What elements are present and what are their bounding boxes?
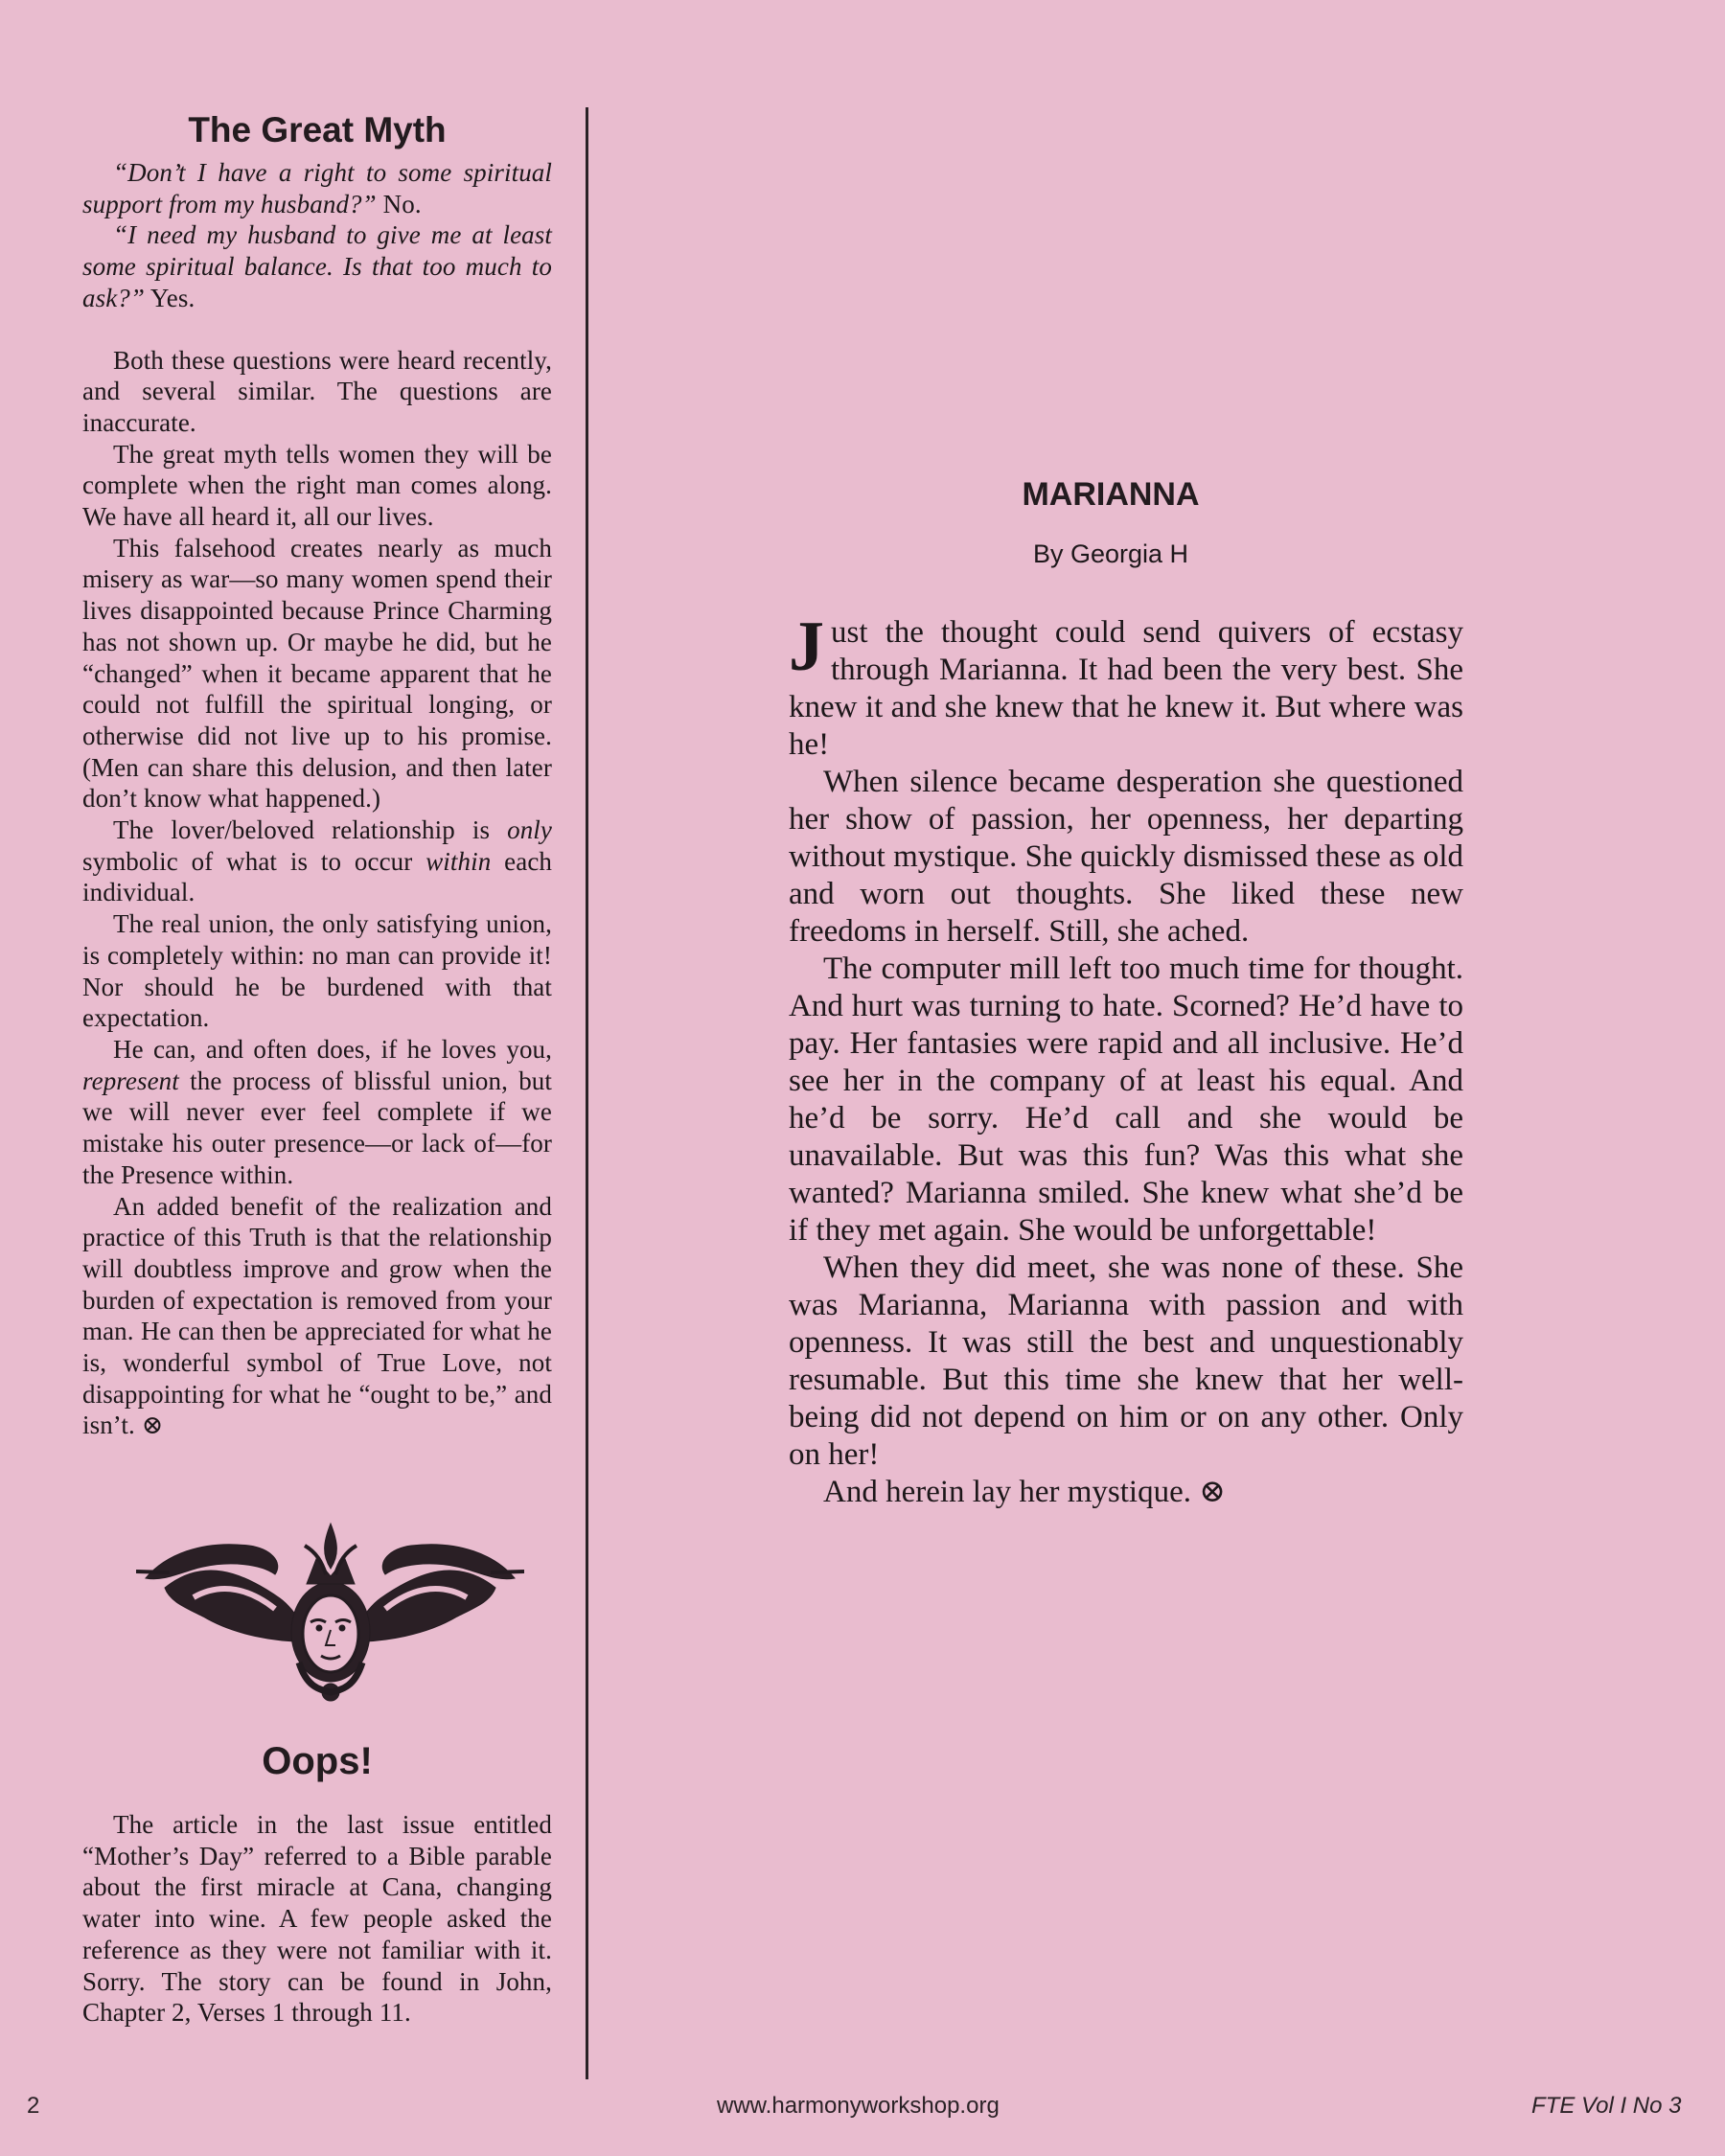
quote-2-answer: Yes. [145,283,196,312]
column-divider [586,107,588,2079]
winged-face-ornament-icon [136,1519,524,1706]
great-myth-quote-2 [82,219,552,313]
marianna-story [789,470,1463,1511]
great-myth-paragraph-5: The real union, the only satisfying union, is completely within: no man can provide it! Nor should he be burdened with that expectation. [82,909,552,1033]
marianna-paragraph-3: The computer mill left too much time for thought. And hurt was turning to hate. Scorned? He’d have to pay. Her fantasies were rapid and all inclusive. He’d see her in the company of at least his equal. And he’d be sorry. He’d call and she would be unavailable. But was this fun? Was this what she wanted? Marianna smiled. She knew what she’d be if they met again. She would be unforgettable! [789,952,1463,1248]
p4-within: within [426,846,492,876]
quote-1-answer: No. [376,189,422,218]
quote-2-text: “I need my husband to give me at least some spiritual balance. Is that too much to ask?” [82,220,552,312]
great-myth-article [82,103,552,1441]
p4-start: The lover/beloved relationship is [113,815,508,845]
great-myth-paragraph-6 [82,1034,552,1191]
marianna-paragraph-1 [789,608,1463,764]
p6-start: He can, and often does, if he loves you, [113,1034,552,1064]
marianna-paragraph-4: When they did meet, she was none of these. She was Marianna, Marianna with passion and with openness. It was still the best and unquestionably resumable. But this time she knew that her well-being did not depend on him or on any other. Only on her! [789,1250,1463,1472]
marianna-first-text: ust the thought could send quivers of ecstasy through Marianna. It had been the very best. She knew it and she knew that he knew it. But where was he! [789,615,1463,762]
website-url: www.harmonyworkshop.org [717,2093,1000,2119]
p4-end: each individual. [82,846,553,907]
marianna-paragraph-2: When silence became desperation she questioned her show of passion, her openness, her departing without mystique. She quickly dismissed these as old and worn out thoughts. She liked these new freedoms in herself. Still, she ached. [789,765,1463,949]
great-myth-paragraph-7: An added benefit of the realization and practice of this Truth is that the relationship will doubtless improve and grow when the burden of expectation is removed from your man. He can then be appreciated for what he is, wonderful symbol of True Love, not disappointing for what he “ought to be,” and isn’t. ⊗ [82,1191,552,1440]
marianna-byline: By Georgia H [1032,539,1189,568]
great-myth-title: The Great Myth [188,110,447,149]
p6-represent: represent [82,1066,179,1095]
great-myth-paragraph-3: This falsehood creates nearly as much misery as war—so many women spend their lives disappointed because Prince Charming has not shown up. Or maybe he did, but he “changed” when it became apparent that he could not fulfill the spiritual longing, or otherwise did not live up to his promise. (Men can share this delusion, and then later don’t know what happened.) [82,533,552,814]
great-myth-quote-1 [82,157,552,219]
p4-mid: symbolic of what is to occur [82,846,426,876]
great-myth-paragraph-2: The great myth tells women they will be complete when the right man comes along. We have all heard it, all our lives. [82,439,552,532]
quote-1-text: “Don’t I have a right to some spiritual support from my husband?” [82,158,552,218]
great-myth-paragraph-4 [82,814,552,908]
p4-only: only [507,815,552,845]
p6-end: the process of blissful union, but we will never ever feel complete if we mistake his outer presence—or lack of—for the Presence within. [82,1066,552,1189]
drop-cap: J [789,608,824,686]
paragraph-gap [82,314,552,345]
page-number: 2 [27,2093,40,2119]
marianna-title: MARIANNA [1022,476,1200,513]
oops-note [82,1809,552,2029]
issue-label: FTE Vol I No 3 [1531,2093,1682,2119]
oops-body-text: The article in the last issue entitled “Mother’s Day” referred to a Bible parable about the first miracle at Cana, changing water into wine. A few people asked the reference as they were not familiar with it. Sorry. The story can be found in John, Chapter 2, Verses 1 through 11. [82,1810,552,2028]
marianna-paragraph-5: And herein lay her mystique. ⊗ [823,1475,1226,1509]
oops-title: Oops! [262,1740,373,1782]
great-myth-paragraph-1: Both these questions were heard recently, and several similar. The questions are inaccurate. [82,345,552,437]
